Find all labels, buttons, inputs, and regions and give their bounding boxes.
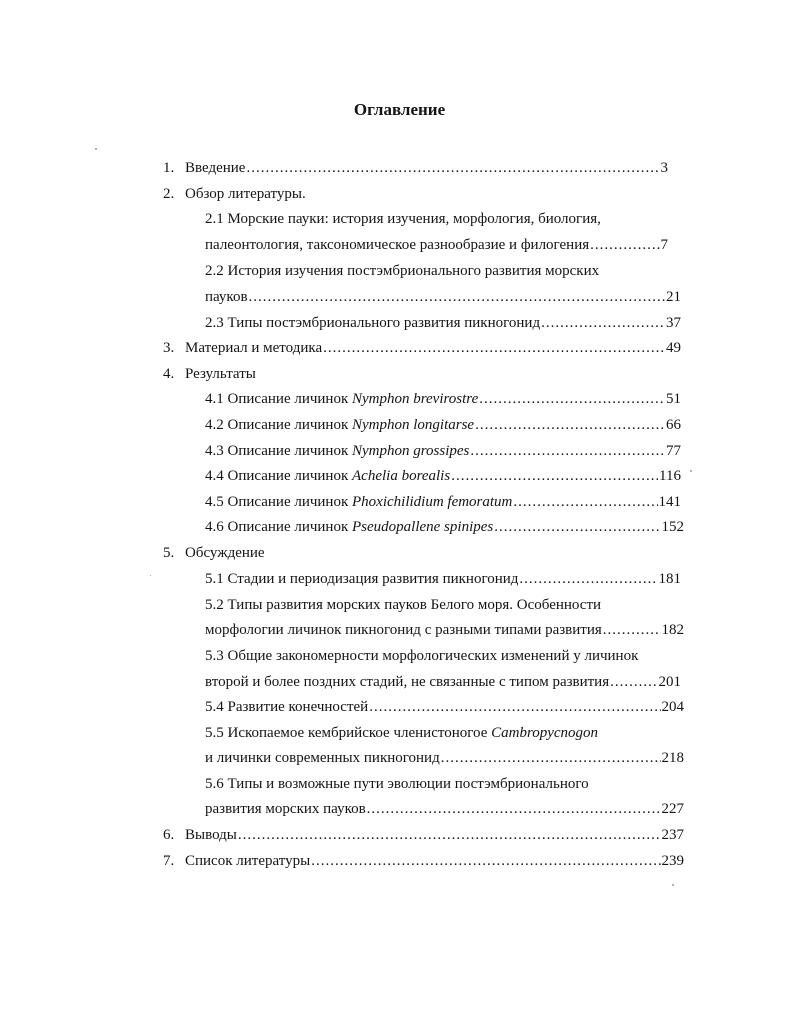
toc-entry (205, 518, 684, 536)
toc-entry-number: 7. (163, 853, 175, 869)
toc-entry (205, 390, 681, 408)
toc-entry-label (205, 648, 638, 664)
toc-entry-label (205, 725, 598, 741)
toc-entry (205, 262, 599, 280)
dot-leader (541, 314, 665, 332)
toc-entry-label (205, 211, 601, 227)
toc-entry (163, 852, 684, 870)
dot-leader (475, 416, 665, 434)
toc-entry-page: 49 (666, 340, 681, 356)
toc-entry-text: 4.1 Описание личинок (205, 391, 352, 407)
toc-entry-label (163, 159, 245, 177)
toc-entry-number: 6. (163, 827, 175, 843)
toc-entry-number: 1. (163, 160, 175, 176)
toc-entry-label (205, 493, 512, 511)
toc-entry-label (205, 467, 450, 485)
toc-entry-label (205, 288, 248, 306)
toc-entry-page: 21 (666, 289, 681, 305)
toc-entry-label (205, 776, 589, 792)
dot-leader (590, 236, 659, 254)
toc-entry-page: 201 (658, 674, 681, 690)
toc-entry-text: 5.3 Общие закономерности морфологических изменений у личинок (205, 648, 639, 664)
toc-entry (205, 647, 638, 665)
toc-entry (205, 467, 681, 485)
toc-entry-label (205, 314, 540, 332)
toc-entry-label (163, 826, 237, 844)
toc-entry-page: 66 (666, 417, 681, 433)
toc-entry-page: 77 (666, 443, 681, 459)
toc-entry-text: 5.4 Развитие конечностей (205, 699, 369, 715)
toc-entry-text: Выводы (185, 827, 237, 843)
toc-entry-label (205, 698, 368, 716)
toc-entry-label (205, 390, 478, 408)
toc-entry-label (205, 236, 589, 254)
toc-entry-text: 4.2 Описание личинок (205, 417, 352, 433)
toc-entry-page: 152 (661, 519, 684, 535)
toc-entry-page: 227 (661, 801, 684, 817)
toc-entry-text: Обсуждение (185, 545, 265, 561)
toc-entry-text: Материал и методика (185, 340, 323, 356)
toc-entry-text: 2.1 Морские пауки: история изучения, морфология, биология, (205, 211, 601, 227)
dot-leader (369, 698, 660, 716)
toc-entry-page: 182 (661, 622, 684, 638)
toc-entry-page: 116 (659, 468, 681, 484)
toc-entry-label (205, 518, 493, 536)
toc-entry (205, 673, 681, 691)
toc-entry-text: морфологии личинок пикногонид с разными типами развития (205, 622, 602, 638)
dot-leader (470, 442, 665, 460)
toc-entry-text: 2.2 История изучения постэмбрионального развития морских (205, 263, 600, 279)
toc-entry (205, 621, 684, 639)
toc-entry-page: 237 (661, 827, 684, 843)
toc-entry-label (163, 852, 310, 870)
toc-entry-species: Pseudopallene spinipes (352, 519, 494, 535)
toc-entry-text: 4.3 Описание личинок (205, 443, 352, 459)
toc-entry-label (205, 416, 474, 434)
dot-leader (610, 673, 657, 691)
toc-entry-label (205, 749, 440, 767)
toc-entry-text: пауков (205, 289, 248, 305)
toc-entry-label (163, 339, 322, 357)
toc-entry-label (205, 673, 609, 691)
toc-entry-text: 2.3 Типы постэмбрионального развития пикногонид (205, 315, 541, 331)
toc-entry-label (205, 263, 599, 279)
toc-entry-page: 239 (661, 853, 684, 869)
toc-entry-label (205, 800, 366, 818)
toc-entry-label (163, 366, 256, 382)
dot-leader (246, 159, 659, 177)
toc-entry-text: Введение (185, 160, 246, 176)
toc-entry-label (163, 186, 306, 202)
toc-entry (205, 416, 681, 434)
toc-entry (205, 749, 684, 767)
toc-entry (163, 339, 681, 357)
dot-leader (603, 621, 661, 639)
toc-entry-text: 4.6 Описание личинок (205, 519, 352, 535)
toc-entry-label (205, 570, 518, 588)
toc-entry-species: Phoxichilidium femoratum (352, 494, 513, 510)
toc-entry-text: палеонтология, таксономическое разнообразие и филогения (205, 237, 590, 253)
toc-entry-species: Achelia borealis (352, 468, 451, 484)
toc-entry-text: Обзор литературы. (185, 186, 306, 202)
dot-leader (494, 518, 660, 536)
toc-entry-number: 5. (163, 545, 175, 561)
toc-entry-species: Nymphon brevirostre (352, 391, 479, 407)
toc-entry-text: 4.4 Описание личинок (205, 468, 352, 484)
toc-entry-label (205, 442, 469, 460)
toc-entry (205, 442, 681, 460)
toc-entry-label (163, 545, 265, 561)
toc-entry (163, 365, 256, 383)
toc-entry (205, 596, 601, 614)
toc-entry-label (205, 621, 602, 639)
dot-leader (519, 570, 657, 588)
toc-entry-species: Cambropycnogon (491, 725, 599, 741)
page-title: Оглавление (353, 100, 446, 119)
toc-entry-species: Nymphon grossipes (352, 443, 470, 459)
toc-entry-number: 3. (163, 340, 175, 356)
toc-entry (205, 288, 681, 306)
toc-entry-page: 7 (660, 237, 668, 253)
dot-leader (441, 749, 661, 767)
toc-entry (205, 800, 684, 818)
toc-entry (205, 775, 589, 793)
toc-entry-page: 3 (660, 160, 668, 176)
toc-entry-page: 51 (666, 391, 681, 407)
dot-leader (367, 800, 661, 818)
dot-leader (249, 288, 665, 306)
toc-entry (205, 698, 684, 716)
toc-entry-text: Список литературы (185, 853, 311, 869)
toc-entry-page: 141 (658, 494, 681, 510)
dot-leader (311, 852, 660, 870)
toc-entry (205, 314, 681, 332)
toc-entry (163, 159, 668, 177)
toc-entry-text: 5.2 Типы развития морских пауков Белого моря. Особенности (205, 597, 602, 613)
toc-entry-text: 5.6 Типы и возможные пути эволюции постэмбрионального (205, 776, 589, 792)
toc-entry (205, 493, 681, 511)
dot-leader (513, 493, 657, 511)
toc-entry-text: 5.1 Стадии и периодизация развития пикногонид (205, 571, 519, 587)
toc-entry (163, 185, 306, 203)
toc-entry-page: 204 (661, 699, 684, 715)
toc-entry (205, 570, 681, 588)
toc-entry-page: 181 (658, 571, 681, 587)
dot-leader (238, 826, 661, 844)
toc-entry-species: Nymphon longitarse (352, 417, 475, 433)
toc-entry-page: 37 (666, 315, 681, 331)
toc-entry-text: Результаты (185, 366, 256, 382)
toc-entry (205, 236, 668, 254)
toc-entry-text: развития морских пауков (205, 801, 366, 817)
toc-entry-text: 5.5 Ископаемое кембрийское членистоногое (205, 725, 492, 741)
toc-entry (163, 826, 684, 844)
toc-entry-label (205, 597, 601, 613)
toc-entry (205, 724, 598, 742)
dot-leader (479, 390, 665, 408)
toc-entry-page: 218 (661, 750, 684, 766)
dot-leader (451, 467, 658, 485)
toc-entry (205, 210, 601, 228)
toc-entry (163, 544, 265, 562)
toc-entry-number: 2. (163, 186, 175, 202)
toc-entry-text: и личинки современных пикногонид (205, 750, 440, 766)
toc-entry-text: второй и более поздних стадий, не связанные с типом развития (205, 674, 610, 690)
dot-leader (323, 339, 665, 357)
toc-entry-number: 4. (163, 366, 175, 382)
toc-entry-text: 4.5 Описание личинок (205, 494, 352, 510)
